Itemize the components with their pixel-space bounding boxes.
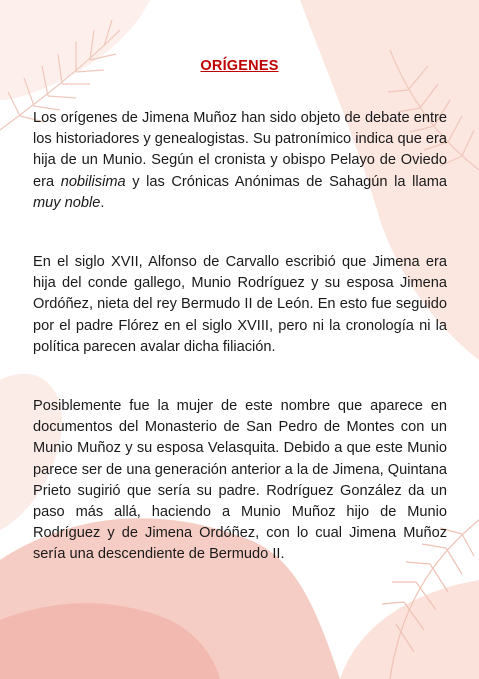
paragraph-1-emphasis-a: nobilisima bbox=[60, 173, 126, 190]
paragraph-2: En el siglo XVII, Alfonso de Carvallo escribió que Jimena era hija del conde gallego, Munio Rodríguez y su esposa Jimena Ordóñez, nieta del rey Bermudo II de León. En esto fue seguido por el padre Flórez en el siglo XVIII, pero ni la cronología ni la política parecen avalar dicha filiación. bbox=[33, 254, 447, 355]
section-title: ORÍGENES bbox=[200, 58, 279, 74]
paragraph-1-text-c: . bbox=[100, 194, 105, 211]
paragraph-1-text-b: y las Crónicas Anónimas de Sahagún la llama bbox=[125, 173, 447, 190]
paragraph-1-emphasis-b: muy noble bbox=[33, 194, 101, 211]
paragraph-3: Posiblemente fue la mujer de este nombre que aparece en documentos del Monasterio de San Pedro de Montes con un Munio Muñoz y su esposa Velasquita. Debido a que este Munio parece ser de una generación anterior a la de Jimena, Quintana Prieto sugirió que sería su padre. Rodríguez González da un paso más allá, haciendo a Munio Muñoz hijo de Munio Rodríguez y de Jimena Ordóñez, con lo cual Jimena Muñoz sería una descendiente de Bermudo II. bbox=[33, 398, 447, 563]
paragraph-1-text-a: Los orígenes de Jimena Muñoz han sido objeto de debate entre los historiadores y genealogistas. Su patronímico indica que era hija de un Munio. Según el cronista y obispo Pelayo de Oviedo era bbox=[33, 110, 447, 190]
paragraph-1 bbox=[33, 108, 447, 214]
